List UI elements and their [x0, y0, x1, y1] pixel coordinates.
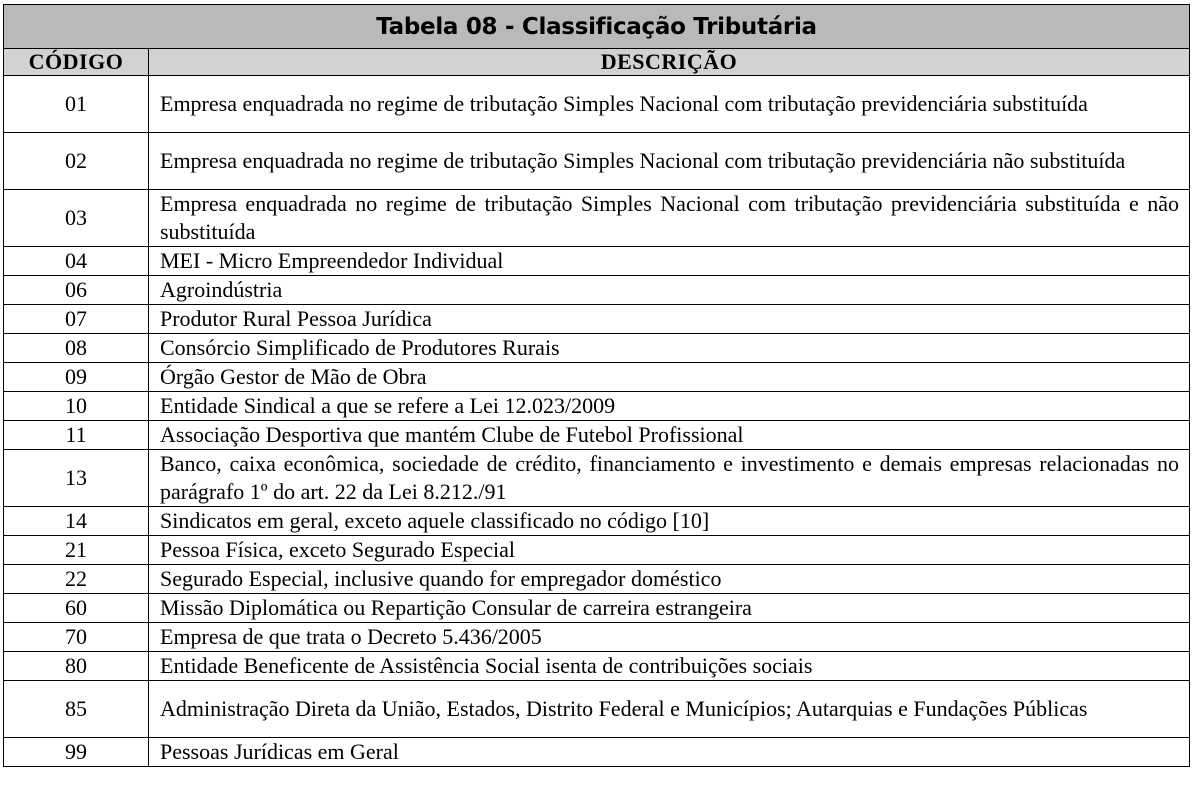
table-header-row	[4, 49, 1190, 76]
table-row	[4, 334, 1190, 363]
code-cell: 02	[4, 133, 149, 190]
description-cell: Consórcio Simplificado de Produtores Rurais	[149, 334, 1190, 363]
code-cell: 01	[4, 76, 149, 133]
table-row	[4, 536, 1190, 565]
description-cell: Sindicatos em geral, exceto aquele classificado no código [10]	[149, 507, 1190, 536]
description-cell: Entidade Beneficente de Assistência Social isenta de contribuições sociais	[149, 652, 1190, 681]
table-row	[4, 738, 1190, 767]
code-cell: 10	[4, 392, 149, 421]
table-row	[4, 276, 1190, 305]
code-cell: 03	[4, 190, 149, 247]
description-cell: Missão Diplomática ou Repartição Consular de carreira estrangeira	[149, 594, 1190, 623]
description-cell: Associação Desportiva que mantém Clube de Futebol Profissional	[149, 421, 1190, 450]
code-cell: 06	[4, 276, 149, 305]
table-row	[4, 450, 1190, 507]
code-cell: 13	[4, 450, 149, 507]
table-row	[4, 133, 1190, 190]
tax-classification-table	[3, 4, 1190, 767]
table-row	[4, 421, 1190, 450]
code-cell: 08	[4, 334, 149, 363]
table-title-row	[4, 5, 1190, 49]
code-cell: 80	[4, 652, 149, 681]
code-cell: 14	[4, 507, 149, 536]
description-cell: Empresa de que trata o Decreto 5.436/2005	[149, 623, 1190, 652]
code-cell: 99	[4, 738, 149, 767]
table-row	[4, 247, 1190, 276]
description-cell: Empresa enquadrada no regime de tributação Simples Nacional com tributação previdenciária substituída e não substituída	[149, 190, 1190, 247]
code-cell: 70	[4, 623, 149, 652]
table-row	[4, 594, 1190, 623]
code-cell: 60	[4, 594, 149, 623]
description-cell: Empresa enquadrada no regime de tributação Simples Nacional com tributação previdenciária não substituída	[149, 133, 1190, 190]
table-row	[4, 76, 1190, 133]
column-header-description: DESCRIÇÃO	[149, 49, 1190, 76]
code-cell: 85	[4, 681, 149, 738]
table-row	[4, 363, 1190, 392]
code-cell: 04	[4, 247, 149, 276]
table-row	[4, 305, 1190, 334]
code-cell: 21	[4, 536, 149, 565]
description-cell: MEI - Micro Empreendedor Individual	[149, 247, 1190, 276]
code-cell: 07	[4, 305, 149, 334]
description-cell: Administração Direta da União, Estados, Distrito Federal e Municípios; Autarquias e Fundações Públicas	[149, 681, 1190, 738]
description-cell: Órgão Gestor de Mão de Obra	[149, 363, 1190, 392]
table-row	[4, 652, 1190, 681]
column-header-code: CÓDIGO	[4, 49, 149, 76]
table-row	[4, 565, 1190, 594]
table-row	[4, 190, 1190, 247]
description-cell: Produtor Rural Pessoa Jurídica	[149, 305, 1190, 334]
description-cell: Agroindústria	[149, 276, 1190, 305]
description-cell: Empresa enquadrada no regime de tributação Simples Nacional com tributação previdenciária substituída	[149, 76, 1190, 133]
description-cell: Segurado Especial, inclusive quando for empregador doméstico	[149, 565, 1190, 594]
description-cell: Banco, caixa econômica, sociedade de crédito, financiamento e investimento e demais empresas relacionadas no parágrafo 1º do art. 22 da Lei 8.212./91	[149, 450, 1190, 507]
description-cell: Pessoa Física, exceto Segurado Especial	[149, 536, 1190, 565]
table-row	[4, 392, 1190, 421]
code-cell: 09	[4, 363, 149, 392]
description-cell: Entidade Sindical a que se refere a Lei 12.023/2009	[149, 392, 1190, 421]
table-row	[4, 507, 1190, 536]
table-row	[4, 623, 1190, 652]
code-cell: 11	[4, 421, 149, 450]
code-cell: 22	[4, 565, 149, 594]
description-cell: Pessoas Jurídicas em Geral	[149, 738, 1190, 767]
table-title: Tabela 08 - Classificação Tributária	[4, 5, 1190, 49]
table-row	[4, 681, 1190, 738]
